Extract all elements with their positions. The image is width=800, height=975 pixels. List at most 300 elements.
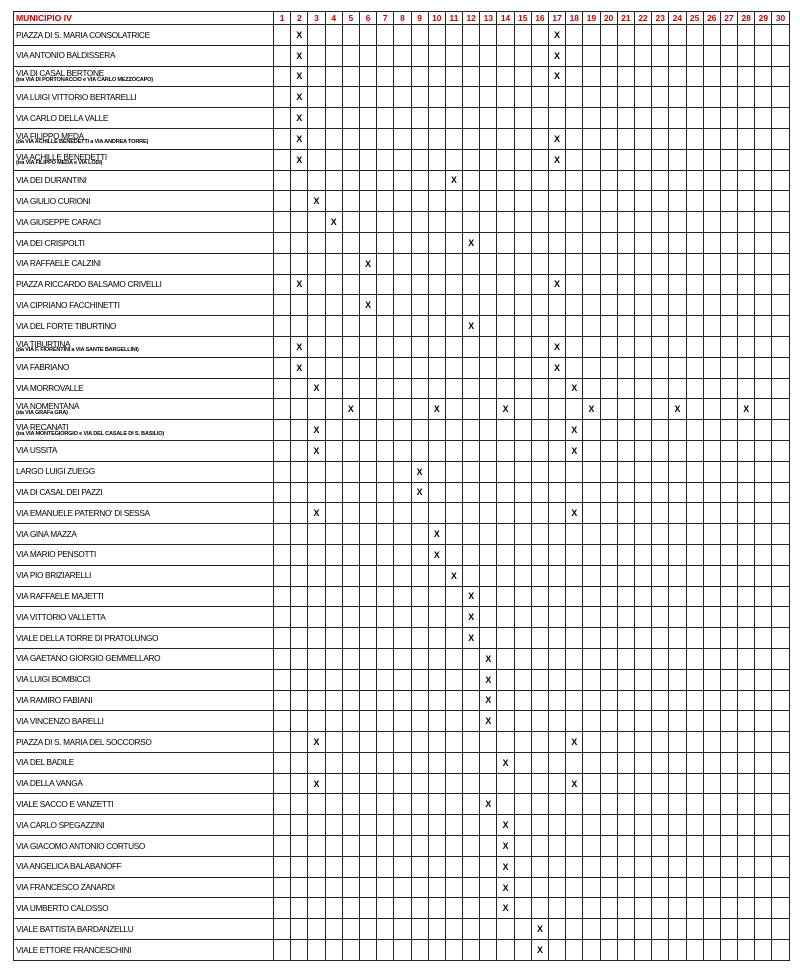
street-cell [14, 773, 274, 794]
day-cell [755, 628, 772, 649]
day-cell [686, 87, 703, 108]
day-cell [738, 669, 755, 690]
day-cell [480, 45, 497, 66]
day-cell [359, 295, 376, 316]
day-cell [531, 815, 548, 836]
day-cell [497, 711, 514, 732]
schedule-mark: X [433, 404, 440, 415]
day-cell [738, 170, 755, 191]
table-row [14, 794, 790, 815]
day-cell [377, 524, 394, 545]
day-cell [617, 836, 634, 857]
schedule-mark: X [313, 736, 320, 747]
day-cell [549, 357, 566, 378]
day-cell [274, 128, 291, 149]
day-cell [308, 128, 325, 149]
day-cell [445, 378, 462, 399]
day-cell [359, 877, 376, 898]
day-cell [634, 836, 651, 857]
day-cell [291, 503, 308, 524]
day-cell [720, 45, 737, 66]
day-cell [497, 794, 514, 815]
day-cell [634, 232, 651, 253]
day-cell [738, 503, 755, 524]
day-cell [703, 669, 720, 690]
street-cell [14, 295, 274, 316]
day-cell [394, 856, 411, 877]
day-cell [583, 25, 600, 46]
street-cell [14, 482, 274, 503]
day-cell [514, 461, 531, 482]
day-cell [394, 357, 411, 378]
day-cell [755, 128, 772, 149]
day-cell [274, 856, 291, 877]
day-cell [342, 420, 359, 441]
day-cell [342, 524, 359, 545]
day-cell [359, 856, 376, 877]
day-cell [755, 940, 772, 961]
day-cell [514, 212, 531, 233]
day-cell [720, 836, 737, 857]
day-cell [549, 440, 566, 461]
day-cell [566, 232, 583, 253]
schedule-mark: X [433, 529, 440, 540]
day-cell [549, 856, 566, 877]
day-cell [549, 108, 566, 129]
day-cell [514, 378, 531, 399]
day-cell [738, 815, 755, 836]
day-cell [617, 191, 634, 212]
day-cell [445, 856, 462, 877]
day-cell [755, 919, 772, 940]
day-cell [308, 87, 325, 108]
day-cell [291, 794, 308, 815]
day-cell [445, 544, 462, 565]
day-cell [325, 420, 342, 441]
street-cell [14, 274, 274, 295]
day-cell [686, 232, 703, 253]
day-cell [634, 295, 651, 316]
day-cell [428, 669, 445, 690]
day-cell [428, 108, 445, 129]
day-cell [549, 877, 566, 898]
day-cell [600, 316, 617, 337]
day-cell [669, 212, 686, 233]
day-cell [583, 212, 600, 233]
day-cell [325, 628, 342, 649]
day-cell [531, 461, 548, 482]
day-cell [342, 108, 359, 129]
day-cell [514, 191, 531, 212]
day-cell [600, 648, 617, 669]
day-cell [755, 711, 772, 732]
day-cell [359, 336, 376, 357]
day-cell [600, 128, 617, 149]
day-cell [755, 752, 772, 773]
day-cell [325, 586, 342, 607]
day-cell [617, 336, 634, 357]
day-cell [463, 815, 480, 836]
day-cell [583, 108, 600, 129]
day-cell [411, 732, 428, 753]
day-cell [463, 773, 480, 794]
day-cell [342, 815, 359, 836]
day-cell [634, 191, 651, 212]
day-cell [325, 316, 342, 337]
schedule-mark: X [554, 279, 561, 290]
day-cell [583, 898, 600, 919]
day-cell [634, 544, 651, 565]
table-row [14, 212, 790, 233]
day-cell [497, 877, 514, 898]
day-cell [394, 628, 411, 649]
day-cell [755, 544, 772, 565]
day-cell [686, 274, 703, 295]
day-cell [377, 66, 394, 87]
day-cell [377, 253, 394, 274]
day-cell [583, 149, 600, 170]
day-cell [720, 482, 737, 503]
day-cell [394, 420, 411, 441]
day-cell [531, 45, 548, 66]
street-note: (da VIA F. FIORENTINI a VIA SANTE BARGELLINI) [16, 347, 139, 354]
day-cell [531, 752, 548, 773]
day-cell [342, 295, 359, 316]
day-cell [703, 45, 720, 66]
day-cell [274, 524, 291, 545]
day-cell [531, 274, 548, 295]
street-name: VIA GINA MAZZA [16, 528, 77, 539]
day-cell [480, 170, 497, 191]
day-cell [583, 607, 600, 628]
day-cell [566, 815, 583, 836]
day-cell [583, 232, 600, 253]
day-cell [600, 940, 617, 961]
day-cell [394, 482, 411, 503]
day-cell [411, 149, 428, 170]
day-cell [411, 690, 428, 711]
day-cell [720, 461, 737, 482]
day-cell [531, 25, 548, 46]
day-cell [308, 607, 325, 628]
day-cell [480, 253, 497, 274]
day-cell [634, 690, 651, 711]
day-header: 25 [686, 12, 703, 25]
day-cell [445, 794, 462, 815]
day-cell [463, 565, 480, 586]
day-cell [480, 357, 497, 378]
day-cell [703, 544, 720, 565]
day-cell [566, 628, 583, 649]
day-cell [617, 544, 634, 565]
day-cell [274, 170, 291, 191]
day-cell [308, 25, 325, 46]
day-cell [669, 690, 686, 711]
day-cell [445, 440, 462, 461]
street-name: LARGO LUIGI ZUEGG [16, 466, 95, 477]
day-cell [531, 711, 548, 732]
day-cell [738, 794, 755, 815]
street-name: VIALE ETTORE FRANCESCHINI [16, 944, 132, 955]
day-cell [583, 295, 600, 316]
day-header: 26 [703, 12, 720, 25]
day-cell [463, 586, 480, 607]
day-header: 8 [394, 12, 411, 25]
table-row [14, 87, 790, 108]
table-row [14, 607, 790, 628]
day-cell [359, 690, 376, 711]
day-cell [617, 669, 634, 690]
day-cell [291, 45, 308, 66]
day-cell [377, 274, 394, 295]
day-cell [480, 586, 497, 607]
table-row [14, 274, 790, 295]
schedule-table [13, 11, 790, 961]
day-cell [652, 357, 669, 378]
day-cell [686, 856, 703, 877]
day-cell [703, 461, 720, 482]
day-cell [669, 253, 686, 274]
day-cell [445, 482, 462, 503]
day-cell [274, 482, 291, 503]
day-cell [738, 607, 755, 628]
day-cell [669, 170, 686, 191]
street-note: (tra VIA FILIPPO MEDA e VIA LODI) [16, 160, 103, 167]
day-cell [394, 752, 411, 773]
day-cell [445, 212, 462, 233]
day-cell [772, 752, 789, 773]
day-cell [514, 503, 531, 524]
day-cell [566, 856, 583, 877]
day-cell [497, 336, 514, 357]
day-cell [428, 607, 445, 628]
day-cell [445, 690, 462, 711]
table-row [14, 856, 790, 877]
day-cell [463, 877, 480, 898]
day-cell [411, 45, 428, 66]
day-cell [411, 544, 428, 565]
day-cell [428, 357, 445, 378]
day-cell [720, 170, 737, 191]
day-cell [738, 128, 755, 149]
day-cell [274, 108, 291, 129]
day-cell [652, 191, 669, 212]
day-cell [342, 940, 359, 961]
day-cell [274, 898, 291, 919]
street-cell [14, 503, 274, 524]
day-cell [463, 149, 480, 170]
day-cell [669, 378, 686, 399]
day-cell [566, 752, 583, 773]
day-cell [411, 274, 428, 295]
day-cell [428, 482, 445, 503]
day-cell [703, 108, 720, 129]
day-cell [291, 274, 308, 295]
day-cell [308, 503, 325, 524]
day-cell [720, 524, 737, 545]
day-cell [291, 108, 308, 129]
street-name: VIA FILIPPO MEDA [16, 130, 84, 141]
day-cell [600, 191, 617, 212]
day-cell [703, 170, 720, 191]
day-cell [738, 836, 755, 857]
day-cell [703, 253, 720, 274]
day-cell [325, 87, 342, 108]
day-cell [720, 856, 737, 877]
day-cell [686, 461, 703, 482]
day-cell [497, 461, 514, 482]
day-cell [325, 191, 342, 212]
day-cell [274, 648, 291, 669]
day-cell [566, 690, 583, 711]
day-cell [583, 919, 600, 940]
street-name: VIA GIACOMO ANTONIO CORTUSO [16, 840, 146, 851]
day-cell [720, 336, 737, 357]
day-cell [445, 87, 462, 108]
day-cell [652, 794, 669, 815]
day-cell [720, 316, 737, 337]
day-cell [669, 711, 686, 732]
day-cell [686, 316, 703, 337]
table-row [14, 940, 790, 961]
day-cell [291, 336, 308, 357]
day-cell [617, 648, 634, 669]
day-cell [669, 648, 686, 669]
day-cell [720, 25, 737, 46]
day-cell [411, 420, 428, 441]
day-cell [377, 336, 394, 357]
day-cell [342, 919, 359, 940]
day-cell [463, 919, 480, 940]
day-cell [274, 399, 291, 420]
day-cell [669, 669, 686, 690]
day-cell [549, 295, 566, 316]
day-cell [325, 108, 342, 129]
day-cell [686, 191, 703, 212]
day-cell [342, 711, 359, 732]
day-cell [566, 45, 583, 66]
day-cell [428, 711, 445, 732]
day-cell [566, 586, 583, 607]
day-cell [428, 149, 445, 170]
street-name: VIA LUIGI BOMBICCI [16, 674, 90, 685]
day-cell [291, 565, 308, 586]
day-cell [377, 108, 394, 129]
day-cell [772, 66, 789, 87]
day-cell [617, 295, 634, 316]
day-cell [445, 732, 462, 753]
day-cell [377, 295, 394, 316]
schedule-mark: X [485, 695, 492, 706]
day-cell [600, 232, 617, 253]
day-cell [652, 66, 669, 87]
day-cell [549, 669, 566, 690]
day-cell [703, 752, 720, 773]
day-cell [566, 503, 583, 524]
day-cell [342, 607, 359, 628]
day-cell [549, 836, 566, 857]
street-name: VIA NOMENTANA [16, 401, 80, 412]
day-cell [497, 108, 514, 129]
day-cell [308, 794, 325, 815]
day-cell [772, 357, 789, 378]
day-cell [514, 357, 531, 378]
day-cell [583, 856, 600, 877]
day-cell [308, 191, 325, 212]
day-cell [428, 794, 445, 815]
day-cell [291, 877, 308, 898]
street-name: VIA DEI DURANTINI [16, 175, 87, 186]
day-header: 18 [566, 12, 583, 25]
day-cell [359, 752, 376, 773]
day-cell [566, 149, 583, 170]
street-cell [14, 919, 274, 940]
day-cell [497, 357, 514, 378]
day-cell [669, 357, 686, 378]
day-cell [342, 357, 359, 378]
day-cell [308, 399, 325, 420]
day-cell [755, 295, 772, 316]
day-header: 3 [308, 12, 325, 25]
day-cell [531, 191, 548, 212]
schedule-mark: X [502, 840, 509, 851]
day-cell [600, 295, 617, 316]
day-cell [703, 524, 720, 545]
day-cell [686, 399, 703, 420]
day-cell [411, 628, 428, 649]
day-cell [463, 752, 480, 773]
day-cell [566, 524, 583, 545]
day-cell [566, 461, 583, 482]
day-cell [669, 919, 686, 940]
day-cell [480, 108, 497, 129]
day-cell [274, 336, 291, 357]
day-cell [377, 586, 394, 607]
day-cell [480, 940, 497, 961]
table-row [14, 66, 790, 87]
day-cell [549, 399, 566, 420]
day-cell [772, 461, 789, 482]
day-cell [342, 274, 359, 295]
day-cell [566, 87, 583, 108]
day-cell [652, 565, 669, 586]
day-cell [497, 212, 514, 233]
day-cell [634, 752, 651, 773]
day-cell [445, 919, 462, 940]
day-cell [428, 295, 445, 316]
schedule-mark: X [468, 612, 475, 623]
day-cell [755, 274, 772, 295]
day-cell [463, 378, 480, 399]
day-cell [463, 690, 480, 711]
day-cell [325, 503, 342, 524]
day-cell [566, 212, 583, 233]
day-cell [463, 274, 480, 295]
day-cell [480, 232, 497, 253]
day-cell [480, 503, 497, 524]
schedule-mark: X [571, 425, 578, 436]
day-cell [377, 420, 394, 441]
day-cell [359, 815, 376, 836]
schedule-mark: X [502, 404, 509, 415]
schedule-mark: X [296, 113, 303, 124]
day-cell [772, 773, 789, 794]
day-cell [686, 669, 703, 690]
day-cell [669, 66, 686, 87]
day-cell [428, 212, 445, 233]
day-cell [531, 940, 548, 961]
day-cell [600, 253, 617, 274]
